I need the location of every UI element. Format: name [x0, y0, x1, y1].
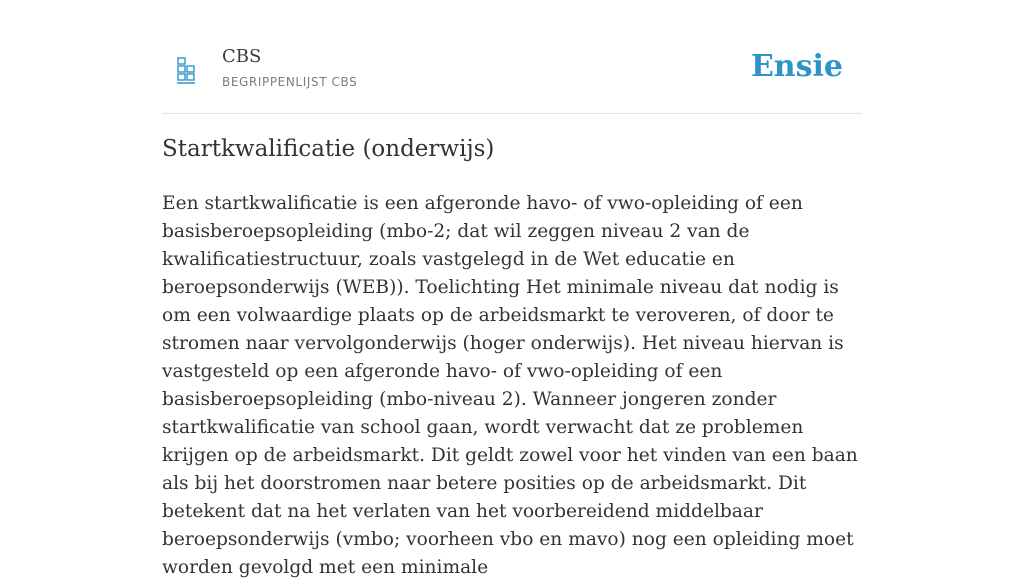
definition-text: Een startkwalificatie is een afgeronde havo- of vwo-opleiding of een basisberoepsopleiding (mbo-2; dat wil zeggen niveau 2 van de kwalificatiestructuur, zoals vastgelegd in de Wet educatie en beroepsonderwijs (WEB)). Toelichting Het minimale niveau dat nodig is om een volwaardige plaats op de arbeidsmarkt te veroveren, of door te stromen naar vervolgonderwijs (hoger onderwijs). Het niveau hiervan is vastgesteld op een afgeronde havo- of vwo-opleiding of een basisberoepsopleiding (mbo-niveau 2). Wanneer jongeren zonder startkwalificatie van school gaan, wordt verwacht dat ze problemen krijgen op de arbeidsmarkt. Dit geldt zowel voor het vinden van een baan als bij het doorstromen naar betere posities op de arbeidsmarkt. Dit betekent dat na het verlaten van het voorbereidend middelbaar beroepsonderwijs (vmbo; voorheen vbo en mavo) nog een opleiding moet worden gevolgd met een minimale — [162, 193, 858, 578]
ensie-logo-link[interactable]: Ensie — [750, 49, 843, 84]
header — [162, 0, 862, 114]
org-subtitle[interactable]: BEGRIPPENLIJST CBS — [222, 75, 358, 89]
org-name[interactable]: CBS — [222, 46, 262, 67]
cbs-logo-icon — [176, 56, 196, 86]
page-title: Startkwalificatie (onderwijs) — [162, 136, 495, 162]
